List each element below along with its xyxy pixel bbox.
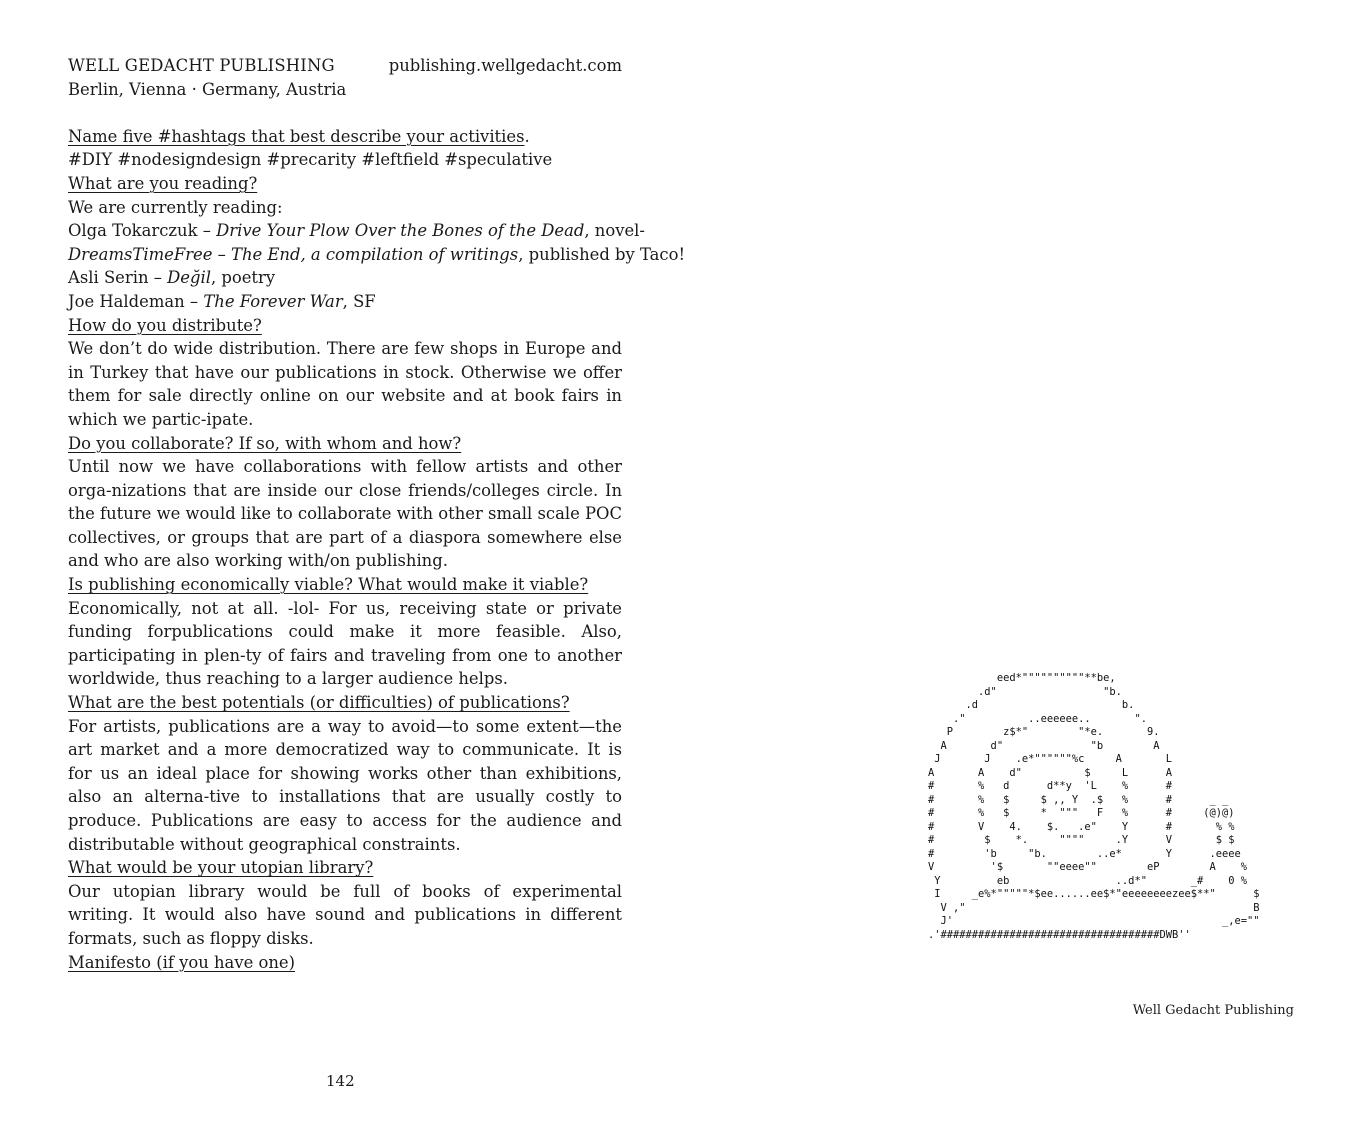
ascii-snail-art: eed*""""""""""**be, .d" "b. .d b. ." ..eeeeee.. ". P z$*" "*e. 9. A d" "b A J J .e*""""""%c A L A A d" $ L A # % d d**y 'L % # # % $ $ ,, Y .$ % # _ _ # % $ * """ F % # (@)@) # V 4. $. .e" Y # % % # $ *. """" .Y V $ $ # 'b "b. ..e* Y .eeee V '$ ""eeee"" eP A % Y eb ..d*" _# 0 % I _e%*"""""*$ee......ee$*"eeeeeeeezee$**" $ V ," B J' _,e="" .'###################################DWB'' <box>928 672 1260 941</box>
book-note: , novel- <box>584 221 645 241</box>
book-author: Olga Tokarczuk – <box>68 221 217 241</box>
qa-viability <box>68 573 622 691</box>
question-hashtags-suffix: . <box>524 126 530 146</box>
question-manifesto: Manifesto (if you have one) <box>68 952 296 972</box>
footer-publisher: Well Gedacht Publishing <box>1132 1003 1294 1018</box>
book-entry <box>68 219 645 243</box>
question-collaborate: Do you collaborate? If so, with whom and how? <box>68 433 462 453</box>
page-header <box>68 54 622 78</box>
publisher-website: publishing.wellgedacht.com <box>388 56 622 75</box>
book-note: , SF <box>342 291 376 311</box>
answer-collaborate: Until now we have collaborations with fellow artists and other orga-nizations that are inside our close friends/colleges circle. In the future we would like to collaborate with other small scale POC collectives, or groups that are part of a diaspora somewhere else and who are also working with/on publishing. <box>68 457 622 571</box>
book-entry <box>68 266 622 290</box>
reading-intro: We are currently reading: <box>68 197 283 217</box>
page-number: 142 <box>326 1072 355 1090</box>
book-note: , published by Taco! <box>518 244 686 264</box>
qa-collaborate <box>68 432 622 574</box>
book-entry <box>68 290 622 314</box>
answer-viability: Economically, not at all. -lol- For us, receiving state or private funding forpublications could make it more feasible. Also, participating in plen-ty of fairs and traveling from one to another worldwide, thus reaching to a larger audience helps. <box>68 598 622 689</box>
publisher-location: Berlin, Vienna · Germany, Austria <box>68 79 347 99</box>
book-author: Asli Serin – <box>68 268 168 288</box>
qa-potentials <box>68 691 622 856</box>
book-title: Değil <box>167 268 211 288</box>
left-page-column <box>68 54 686 974</box>
answer-potentials: For artists, publications are a way to avoid—to some extent—the art market and a more democratized way to communicate. It is for us an ideal place for showing works other than exhibitions, also an alterna-tive to installations that are usually costly to produce. Publications are easy to access for the audience and distributable without geographical constraints. <box>68 716 622 854</box>
book-title: Drive Your Plow Over the Bones of the Dead <box>216 221 585 241</box>
qa-utopian-library <box>68 856 622 950</box>
question-distribution: How do you distribute? <box>68 315 262 335</box>
spacer <box>68 101 622 125</box>
book-title: The End, a compilation of writings <box>231 244 519 264</box>
answer-hashtags: #DIY #nodesigndesign #precarity #leftfield #speculative <box>68 150 553 170</box>
qa-distribution <box>68 314 622 432</box>
book-note: , poetry <box>210 268 276 288</box>
question-potentials: What are the best potentials (or difficulties) of publications? <box>68 693 570 713</box>
book-author: DreamsTimeFree – <box>68 244 232 264</box>
book-author: Joe Haldeman – <box>68 291 204 311</box>
question-viability: Is publishing economically viable? What would make it viable? <box>68 575 589 595</box>
qa-manifesto <box>68 951 622 975</box>
publisher-name: WELL GEDACHT PUBLISHING <box>68 56 335 75</box>
question-reading: What are you reading? <box>68 173 258 193</box>
answer-utopian-library: Our utopian library would be full of books of experimental writing. It would also have sound and publications in different formats, such as floppy disks. <box>68 881 622 948</box>
qa-hashtags <box>68 125 622 172</box>
qa-reading <box>68 172 686 314</box>
question-hashtags: Name five #hashtags that best describe your activities <box>68 126 525 146</box>
book-title: The Forever War <box>203 291 343 311</box>
question-utopian-library: What would be your utopian library? <box>68 858 374 878</box>
answer-distribution: We don’t do wide distribution. There are few shops in Europe and in Turkey that have our publications in stock. Otherwise we offer them for sale directly online on our website and at book fairs in which we partic-ipate. <box>68 339 622 429</box>
book-entry <box>68 243 686 267</box>
